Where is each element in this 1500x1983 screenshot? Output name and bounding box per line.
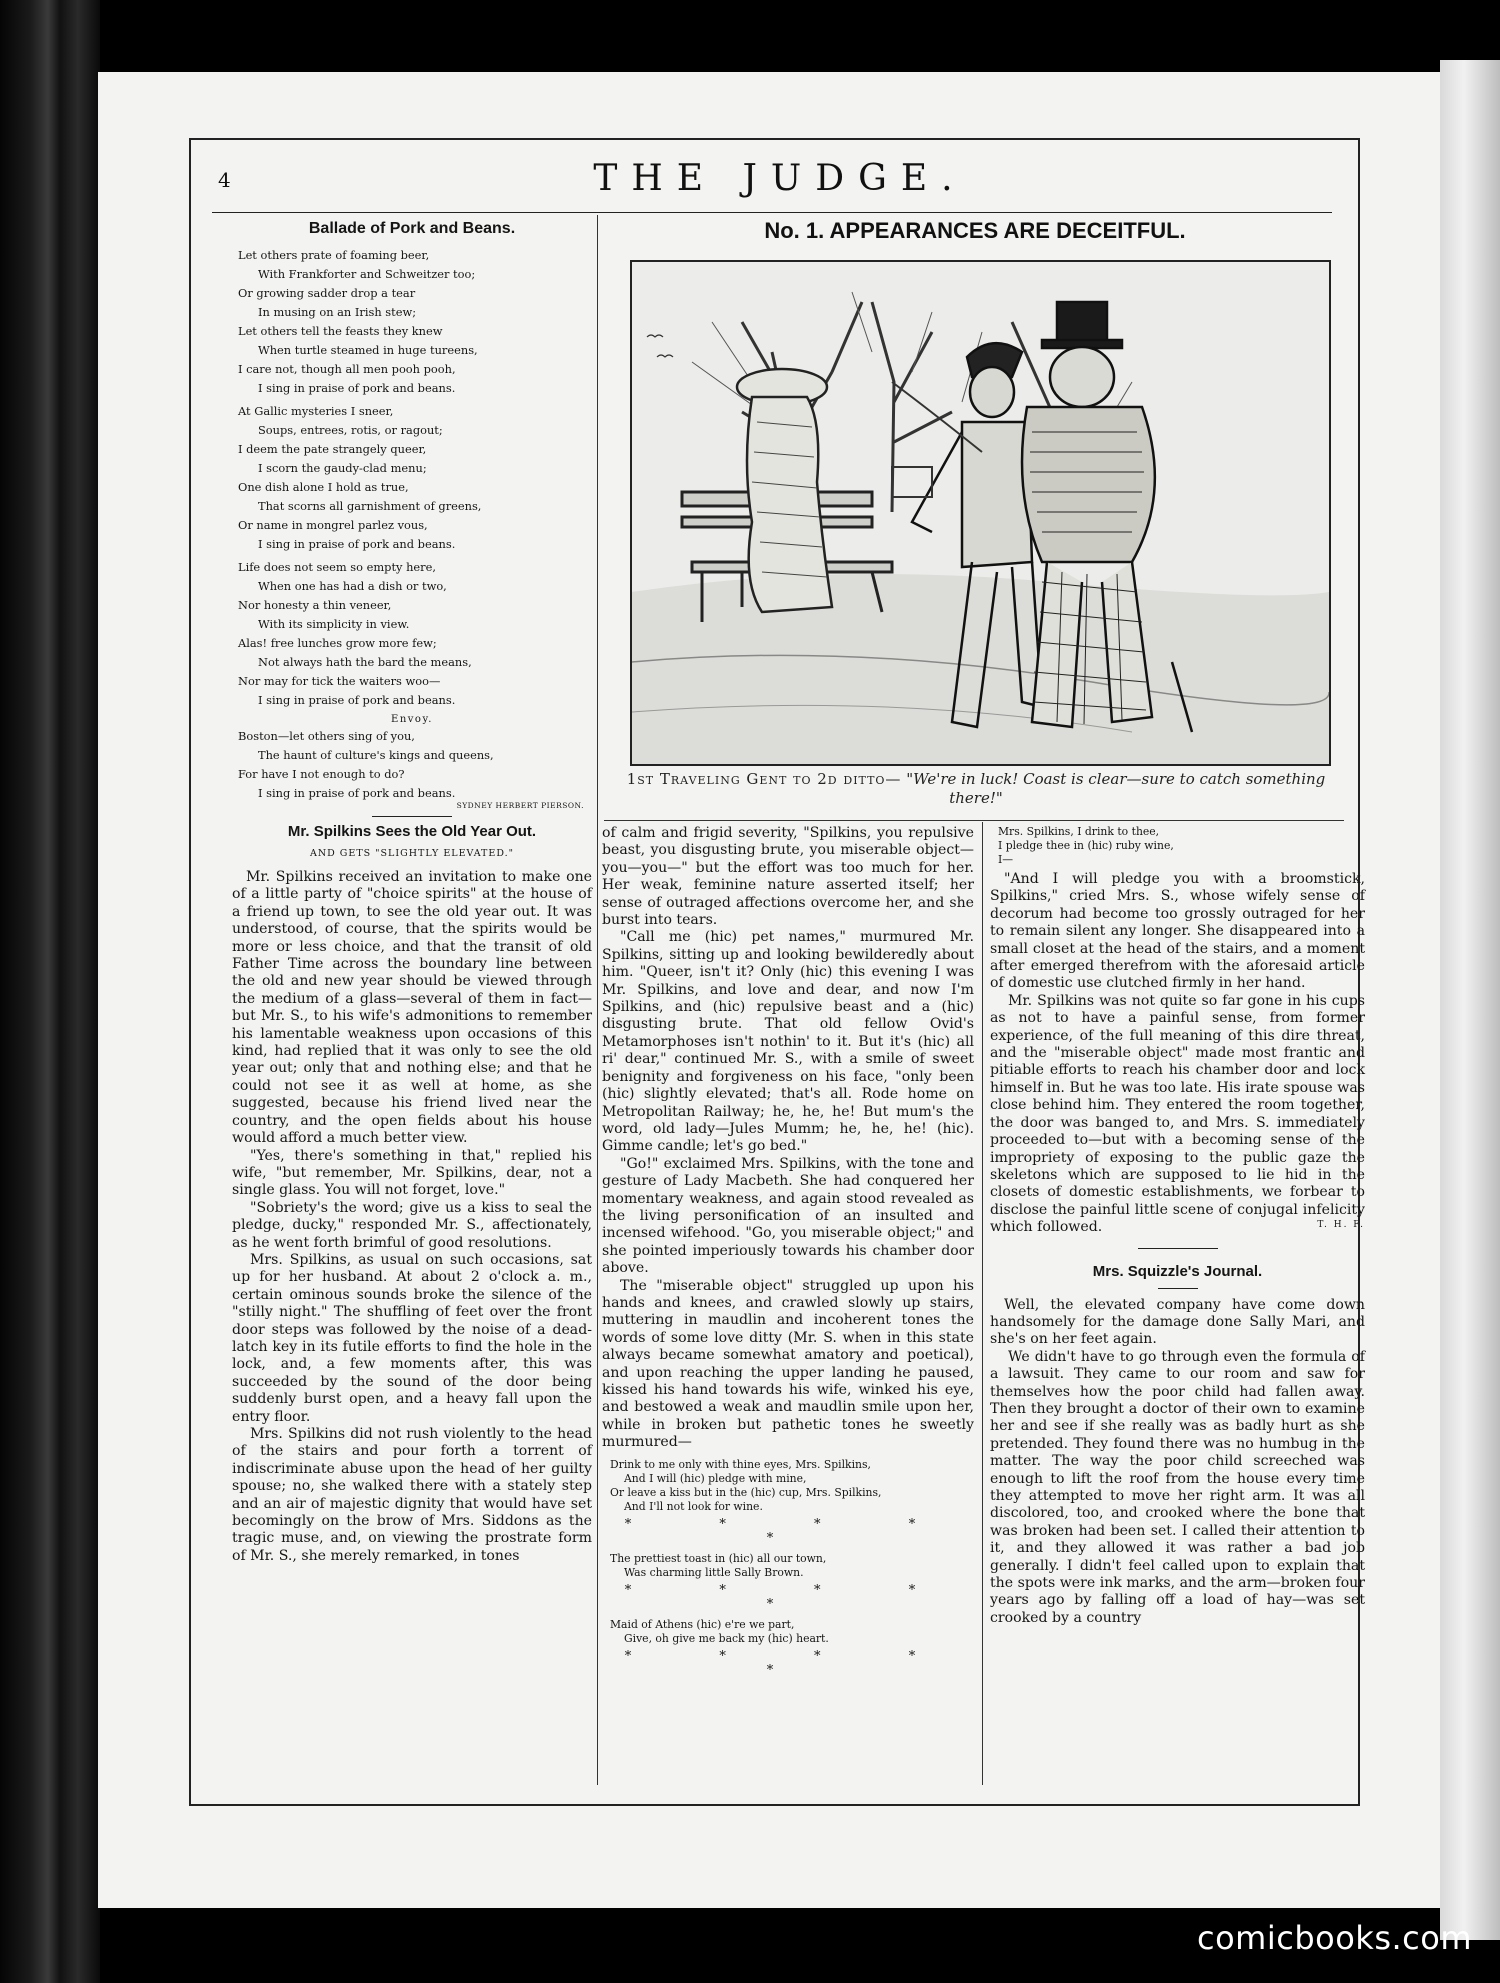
cartoon-title: No. 1. APPEARANCES ARE DECEITFUL. — [764, 218, 1186, 243]
caption-speech: "We're in luck! Coast is clear—sure to catch something there!" — [906, 770, 1326, 807]
verse-line: That scorns all garnishment of greens, — [258, 499, 482, 513]
verse-line: Alas! free lunches grow more few; — [238, 636, 437, 650]
verse-line: Let others tell the feasts they knew — [238, 324, 443, 338]
section-divider-2 — [1138, 1248, 1218, 1249]
masthead-rule — [212, 212, 1332, 213]
verse-line: I pledge thee in (hic) ruby wine, — [998, 839, 1174, 852]
verse-line: At Gallic mysteries I sneer, — [238, 404, 394, 418]
verse-line: One dish alone I hold as true, — [238, 480, 409, 494]
paragraph: Mr. Spilkins received an invitation to make one of a little party of "choice spirits" at the house of a friend up town, to see the old year out. It was understood, of course, that the spirits would be more or less choice, and that the transit of old Father Time across the boundary line between the old and new year should be viewed through the medium of a glass—several of them in fact—but Mr. S., to his wife's admonitions to remember his lamentable weakness upon occasions of this kind, had replied that it was only to see the old year out; only that and nothing else; and that he could not see it as well at home, as she suggested, because his friend lived near the country, and the open fields about his house would afford a much better view. — [232, 869, 592, 1147]
squizzle-text — [990, 1297, 1365, 1628]
paragraph: "Sobriety's the word; give us a kiss to seal the pledge, ducky," responded Mr. S., affectionately, as he went forth brimful of good resolutions. — [232, 1199, 592, 1251]
stanza — [238, 246, 592, 398]
envoy-heading: Envoy. — [391, 714, 433, 725]
verse-line: When one has had a dish or two, — [258, 579, 447, 593]
column-right — [990, 825, 1365, 1627]
spilkins-text-part2 — [602, 825, 974, 1452]
verse-line: I scorn the gaudy-clad menu; — [258, 461, 427, 475]
spilkins-text-part1 — [232, 869, 592, 1565]
column-middle — [602, 825, 974, 1684]
envoy-poem — [238, 727, 592, 803]
verse-line: And I'll not look for wine. — [624, 1499, 763, 1513]
verse-line: The haunt of culture's kings and queens, — [258, 748, 494, 762]
verse-line: I sing in praise of pork and beans. — [258, 381, 456, 395]
ballade-title: Ballade of Pork and Beans. — [308, 220, 516, 237]
verse-line: Maid of Athens (hic) e're we part, — [610, 1617, 795, 1631]
paragraph: "And I will pledge you with a broomstick, Spilkins," cried Mrs. S., whose wifely sense of decorum had become too grossly outraged for her to remain silent any longer. She disappeared into a small closet at the head of the stairs, and a moment after emerged therefrom with the aforesaid article of domestic use clutched firmly in her hand. — [990, 871, 1365, 992]
verse-line: When turtle steamed in huge tureens, — [258, 343, 478, 357]
spilkins-song-1 — [610, 1458, 974, 1514]
column-left — [232, 220, 592, 1565]
column-rule-left — [597, 215, 598, 1785]
spilkins-song-3 — [610, 1618, 974, 1646]
spilkins-song-2 — [610, 1552, 974, 1580]
paragraph: "Yes, there's something in that," replied his wife, "but remember, Mr. Spilkins, dear, not a single glass. You will not forget, love." — [232, 1147, 592, 1199]
paragraph: "Call me (hic) pet names," murmured Mr. Spilkins, sitting up and looking bewilderedly about him. "Queer, isn't it? Only (hic) this evening I was Mr. Spilkins, and love and dear, and now I'm Spilkins, and (hic) repulsive beast and a (hic) disgusting brute. That old fellow Ovid's Metamorphoses isn't nothin' to it. But it's (hic) all ri' dear," continued Mr. S., with a smile of sweet benignity and forgiveness on his face, "only been (hic) slightly elevated; that's all. Rode home on Metropolitan Railway; he, he, he! But mum's the word, old lady—Jules Mumm; he, he, he! (hic). Gimme candle; let's go bed." — [602, 929, 974, 1155]
verse-line: I deem the pate strangely queer, — [238, 442, 427, 456]
cartoon-illustration — [630, 260, 1331, 766]
masthead-title: THE JUDGE. — [593, 158, 967, 199]
verse-line: In musing on an Irish stew; — [258, 305, 417, 319]
paragraph: Mrs. Spilkins, as usual on such occasions, sat up for her husband. At about 2 o'clock a. m., certain ominous sounds broke the silence of the "stilly night." The shuffling of feet over the front door steps was followed by the noise of a dead-latch key in its futile efforts to find the hole in the lock, and, a few moments after, this was succeeded by the sound of the door being suddenly burst open, and a heavy fall upon the entry floor. — [232, 1251, 592, 1425]
site-watermark: comicbooks.com — [1196, 1919, 1472, 1957]
spilkins-song-4 — [998, 825, 1365, 867]
verse-line: I sing in praise of pork and beans. — [258, 693, 456, 707]
section-divider — [372, 816, 452, 817]
cartoon-bottom-rule — [604, 820, 1344, 821]
verse-line: Boston—let others sing of you, — [238, 729, 415, 743]
verse-line: Soups, entrees, rotis, or ragout; — [258, 423, 443, 437]
verse-line: I— — [998, 853, 1014, 866]
paragraph: Mrs. Spilkins did not rush violently to the head of the stairs and pour forth a torrent of indiscriminate abuse upon the head of her guilty spouse; no, she walked there with a stately step and an air of majestic dignity that would have set becomingly on the brow of Mrs. Siddons as the tragic muse, and, on viewing the prostrate form of Mr. S., she merely remarked, in tones — [232, 1426, 592, 1564]
book-spine — [0, 0, 100, 1983]
verse-stars-3: * * * * * — [624, 1648, 958, 1678]
verse-line: Let others prate of foaming beer, — [238, 248, 430, 262]
verse-line: Was charming little Sally Brown. — [624, 1565, 804, 1579]
paragraph: Well, the elevated company have come down handsomely for the damage done Sally Mari, and she's on her feet again. — [990, 1296, 1365, 1348]
paragraph: The "miserable object" struggled up upon his hands and knees, and crawled slowly up stairs, muttering in maudlin and incoherent tones the words of some love ditty (Mr. S. when in this state always became somewhat amatory and poetical), and upon reaching the upper landing he paused, kissed his hand towards his wife, winked his eye, and bestowed a weak and maudlin smile upon her, while in broken but pathetic tones he sweetly murmured— — [602, 1277, 974, 1451]
stanza — [238, 558, 592, 710]
paragraph: "Go!" exclaimed Mrs. Spilkins, with the tone and gesture of Lady Macbeth. She had conquered her momentary weakness, and again stood revealed as the living personification of an insulted and incensed wifehood. "Go, you miserable object;" and she pointed imperiously towards his chamber door above. — [602, 1155, 974, 1277]
ballade-poem — [238, 246, 592, 710]
article-signature: T. H. F. — [1317, 1219, 1365, 1230]
verse-line: I sing in praise of pork and beans. — [258, 537, 456, 551]
verse-stars-2: * * * * * — [624, 1582, 958, 1612]
verse-line: With its simplicity in view. — [258, 617, 410, 631]
verse-line: Not always hath the bard the means, — [258, 655, 472, 669]
stanza — [238, 402, 592, 554]
verse-line: I care not, though all men pooh pooh, — [238, 362, 456, 376]
verse-line: Or growing sadder drop a tear — [238, 286, 416, 300]
cartoon-drawing — [632, 262, 1329, 764]
verse-line: Life does not seem so empty here, — [238, 560, 436, 574]
caption-speaker: 1st Traveling Gent to 2d ditto— — [626, 770, 902, 788]
verse-line: Nor may for tick the waiters woo— — [238, 674, 441, 688]
page-number: 4 — [218, 168, 231, 192]
verse-line: For have I not enough to do? — [238, 767, 405, 781]
spilkins-text-part3 — [990, 871, 1365, 1237]
title-underline — [1158, 1288, 1198, 1289]
paragraph: We didn't have to go through even the formula of a lawsuit. They came to our room and saw for themselves how the poor child had fallen away. Then they brought a doctor of their own to examine her and see if she really was as badly hurt as she pretended. They found there was no humbug in the matter. The way the poor child screeched was enough to lift the roof from the house every time they attempted to move her right arm. It was all discolored, too, and crooked where the bone that was broken had been set. I called their attention to it, and they allowed it was rather a bad job generally. I didn't feel called upon to explain that the spots were ink marks, and the arm—broken four years ago by falling off a load of hay—was set crooked by a country — [990, 1348, 1365, 1626]
spilkins-title: Mr. Spilkins Sees the Old Year Out. — [287, 823, 537, 840]
spilkins-subtitle: AND GETS "SLIGHTLY ELEVATED." — [309, 848, 514, 859]
verse-line: Mrs. Spilkins, I drink to thee, — [998, 825, 1160, 838]
verse-stars-1: * * * * * — [624, 1516, 958, 1546]
verse-line: The prettiest toast in (hic) all our town, — [610, 1551, 827, 1565]
verse-line: Or name in mongrel parlez vous, — [238, 518, 428, 532]
cartoon-caption — [606, 770, 1346, 808]
column-rule-right — [982, 822, 983, 1785]
verse-line: I sing in praise of pork and beans. — [258, 786, 456, 800]
poem-author: SYDNEY HERBERT PIERSON. — [456, 801, 584, 810]
squizzle-title: Mrs. Squizzle's Journal. — [1092, 1262, 1263, 1280]
verse-line: Give, oh give me back my (hic) heart. — [624, 1631, 829, 1645]
paragraph: Mr. Spilkins was not quite so far gone in his cups as not to have a painful sense, from former experience, of the full meaning of this dire threat, and the "miserable object" made most frantic and pitiable efforts to reach his chamber door and lock himself in. But he was too late. His irate spouse was close behind him. They entered the room together, the door was banged to, and Mrs. S. immediately proceeded to—but with a becoming sense of the impropriety of exposing to the public gaze the skeletons which are supposed to lie hid in the closets of domestic establishments, we forbear to disclose the painful little scene of conjugal infelicity which followed. — [990, 992, 1365, 1236]
verse-line: Or leave a kiss but in the (hic) cup, Mrs. Spilkins, — [610, 1485, 882, 1499]
paragraph: of calm and frigid severity, "Spilkins, you repulsive beast, you disgusting brute, you miserable object—you—you—" but the effort was too much for her. Her weak, feminine nature asserted itself; her sense of outraged affections overcome her, and she burst into tears. — [602, 825, 974, 929]
verse-line: Nor honesty a thin veneer, — [238, 598, 392, 612]
verse-line: With Frankforter and Schweitzer too; — [258, 267, 476, 281]
next-page-edge — [1440, 60, 1500, 1940]
verse-line: Drink to me only with thine eyes, Mrs. Spilkins, — [610, 1457, 871, 1471]
verse-line: And I will (hic) pledge with mine, — [624, 1471, 807, 1485]
